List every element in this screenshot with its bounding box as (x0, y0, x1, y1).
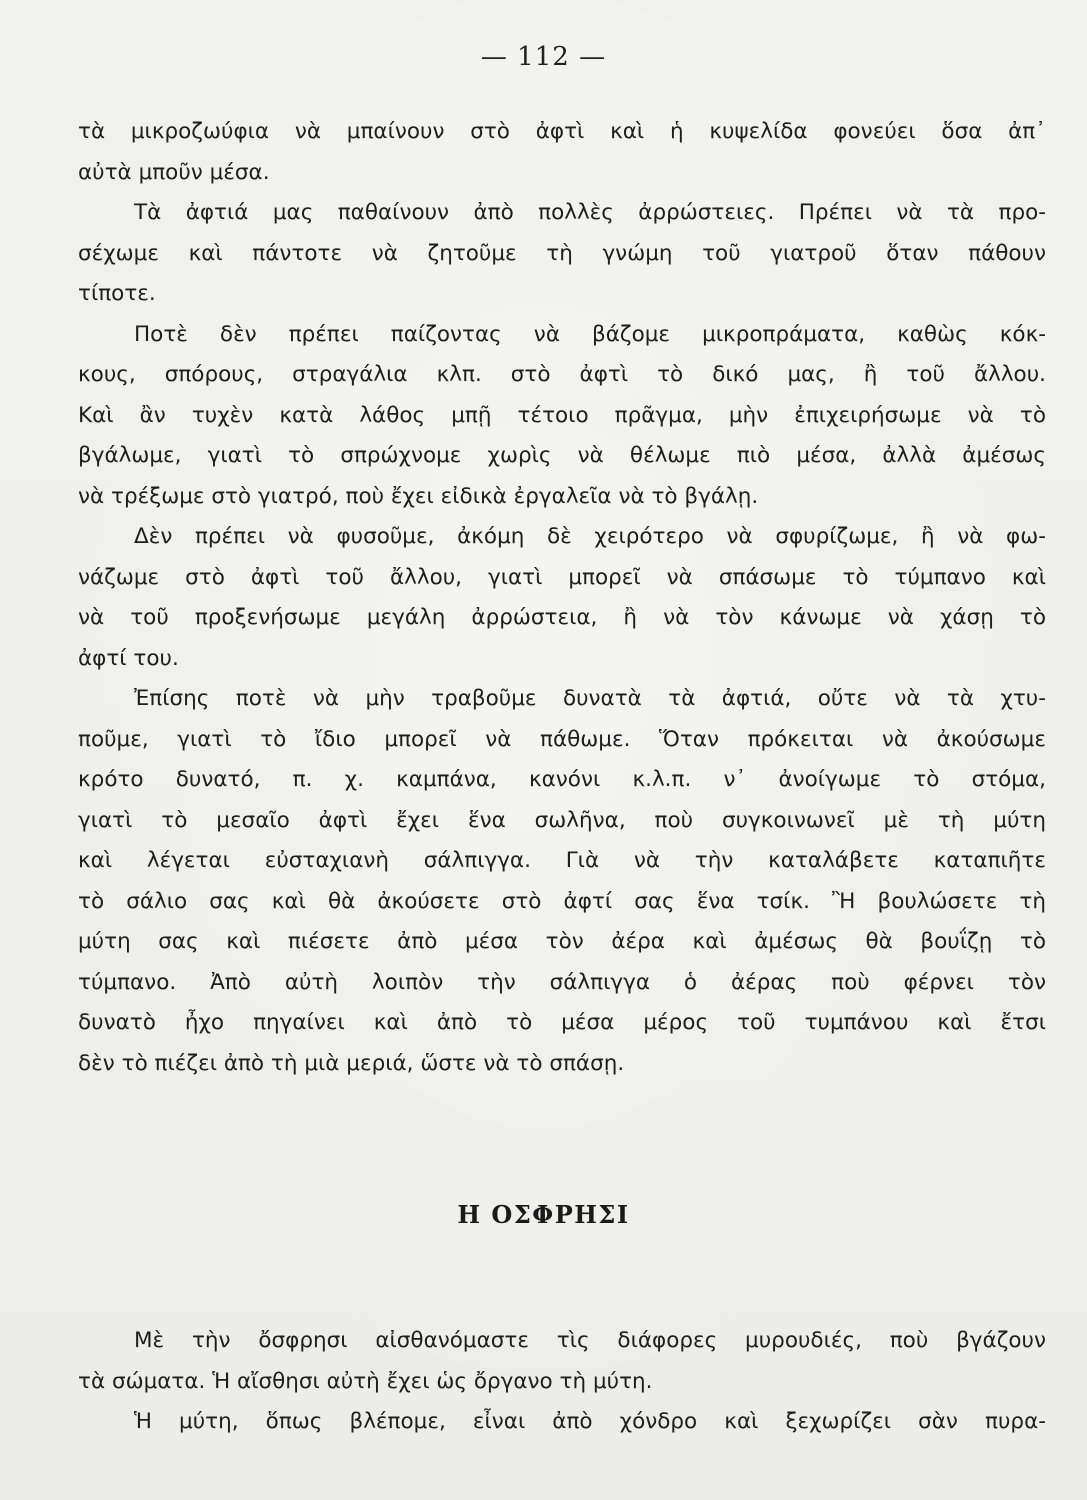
text-line: σέχωμε καὶ πάντοτε νὰ ζητοῦμε τὴ γνώμη τοῦ γιατροῦ ὅταν πάθουν (78, 240, 1046, 266)
text-line: κρότο δυνατό, π. χ. καμπάνα, κανόνι κ.λ.π. ν᾽ ἀνοίγωμε τὸ στόμα, (78, 767, 1046, 792)
text-line: τὰ μικροζωύφια νὰ μπαίνουν στὸ ἀφτὶ καὶ ἡ κυψελίδα φονεύει ὅσα ἀπ᾽ (78, 119, 1046, 144)
text-line: τὰ σώματα. Ἡ αἴσθησι αὐτὴ ἔχει ὡς ὄργανο τὴ μύτη. (78, 1368, 653, 1394)
text-line: Μὲ τὴν ὄσφρησι αἰσθανόμαστε τὶς διάφορες μυρουδιές, ποὺ βγάζουν (134, 1328, 1046, 1353)
text-line: Ἐπίσης ποτὲ νὰ μὴν τραβοῦμε δυνατὰ τὰ ἀφτιά, οὔτε νὰ τὰ χτυ- (134, 686, 1046, 711)
text-line: δυνατὸ ἦχο πηγαίνει καὶ ἀπὸ τὸ μέσα μέρος τοῦ τυμπάνου καὶ ἔτσι (78, 1010, 1046, 1035)
text-line: μύτη σας καὶ πιέσετε ἀπὸ μέσα τὸν ἀέρα καὶ ἀμέσως θὰ βουΐζῃ τὸ (78, 929, 1046, 954)
text-line: βγάλωμε, γιατὶ τὸ σπρώχνομε χωρὶς νὰ θέλωμε πιὸ μέσα, ἀλλὰ ἀμέσως (78, 443, 1046, 468)
text-line: καὶ λέγεται εὐσταχιανὴ σάλπιγγα. Γιὰ νὰ τὴν καταλάβετε καταπιῆτε (78, 848, 1046, 873)
text-line: τὸ σάλιο σας καὶ θὰ ἀκούσετε στὸ ἀφτί σας ἕνα τσίκ. Ἢ βουλώσετε τὴ (78, 888, 1046, 914)
text-line: τίποτε. (78, 281, 156, 306)
text-line: νὰ τρέξωμε στὸ γιατρό, ποὺ ἔχει εἰδικὰ ἐργαλεῖα νὰ τὸ βγάλῃ. (78, 483, 759, 509)
body-text-upper (78, 112, 1046, 1084)
text-line: κους, σπόρους, στραγάλια κλπ. στὸ ἀφτὶ τὸ δικό μας, ἢ τοῦ ἄλλου. (78, 362, 1046, 387)
text-line: Ποτὲ δὲν πρέπει παίζοντας νὰ βάζομε μικροπράματα, καθὼς κόκ- (134, 321, 1046, 347)
section-heading: Η ΟΣΦΡΗΣΙ (457, 1200, 630, 1229)
text-line: ἀφτί του. (78, 645, 179, 671)
page-number: — 112 — (480, 42, 607, 72)
text-line: ποῦμε, γιατὶ τὸ ἴδιο μπορεῖ νὰ πάθωμε. Ὅταν πρόκειται νὰ ἀκούσωμε (78, 726, 1046, 752)
body-text-lower (78, 1321, 1046, 1443)
text-line: αὐτὰ μποῦν μέσα. (78, 159, 270, 185)
text-line: Καὶ ἂν τυχὲν κατὰ λάθος μπῇ τέτοιο πρᾶγμα, μὴν ἐπιχειρήσωμε νὰ τὸ (78, 402, 1046, 428)
text-line: Ἡ μύτη, ὅπως βλέπομε, εἶναι ἀπὸ χόνδρο καὶ ξεχωρίζει σὰν πυρα- (134, 1409, 1046, 1434)
text-line: γιατὶ τὸ μεσαῖο ἀφτὶ ἔχει ἕνα σωλῆνα, ποὺ συγκοινωνεῖ μὲ τὴ μύτη (78, 807, 1046, 833)
text-line: δὲν τὸ πιέζει ἀπὸ τὴ μιὰ μεριά, ὥστε νὰ τὸ σπάσῃ. (78, 1050, 625, 1076)
text-line: νάζωμε στὸ ἀφτὶ τοῦ ἄλλου, γιατὶ μπορεῖ νὰ σπάσωμε τὸ τύμπανο καὶ (78, 564, 1046, 590)
text-line: Δὲν πρέπει νὰ φυσοῦμε, ἀκόμη δὲ χειρότερο νὰ σφυρίζωμε, ἢ νὰ φω- (134, 524, 1046, 549)
text-line: Τὰ ἀφτιά μας παθαίνουν ἀπὸ πολλὲς ἀρρώστειες. Πρέπει νὰ τὰ προ- (134, 200, 1046, 225)
text-line: νὰ τοῦ προξενήσωμε μεγάλη ἀρρώστεια, ἢ νὰ τὸν κάνωμε νὰ χάσῃ τὸ (78, 605, 1046, 630)
text-line: τύμπανο. Ἀπὸ αὐτὴ λοιπὸν τὴν σάλπιγγα ὁ ἀέρας ποὺ φέρνει τὸν (78, 969, 1046, 995)
